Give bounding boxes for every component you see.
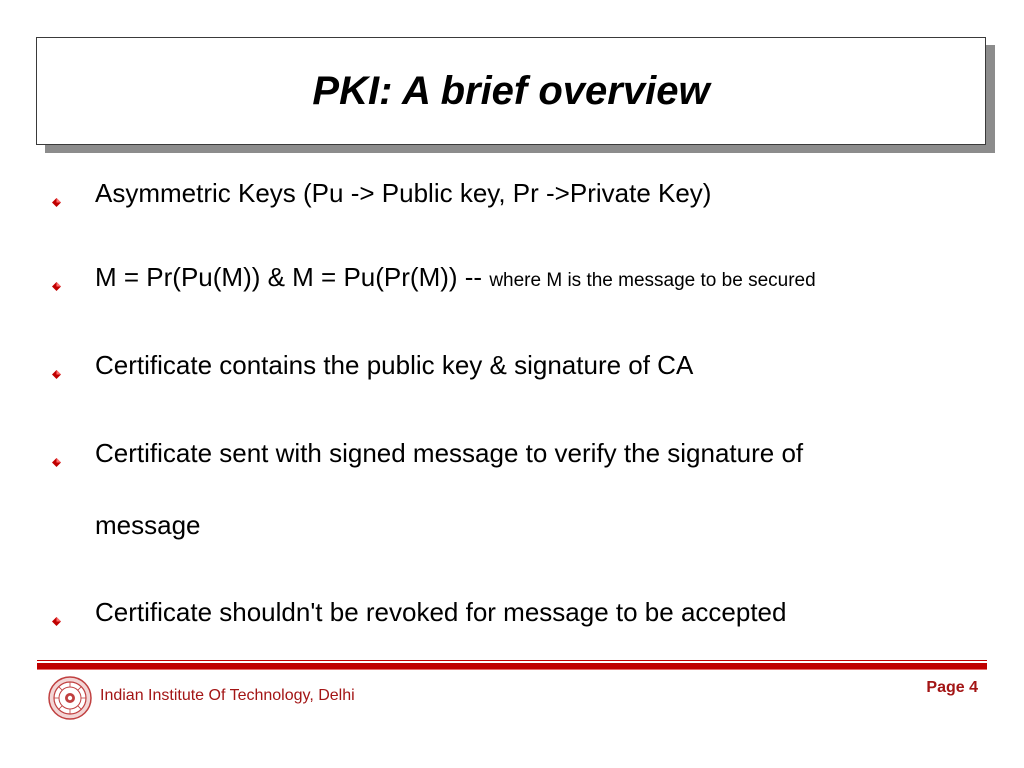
bullet-text: Certificate contains the public key & signature of CA [95,350,694,380]
red-diamond-bullet-icon [52,198,61,207]
footer-divider-thick [37,663,987,670]
bullet-text-line1: Certificate sent with signed message to verify the signature of [95,438,804,468]
institute-name: Indian Institute Of Technology, Delhi [100,687,355,704]
page-number: Page 4 [926,679,978,696]
red-diamond-bullet-icon [52,370,61,379]
bullet-text [95,242,816,316]
bullet-text-line2: message [95,510,201,540]
bullet-text: Certificate shouldn't be revoked for message to be accepted [95,597,787,627]
bullet-formula: M = Pr(Pu(M)) & M = Pu(Pr(M)) -- [95,262,490,292]
red-diamond-bullet-icon [52,282,61,291]
red-diamond-bullet-icon [52,458,61,467]
slide-title: PKI: A brief overview [312,68,710,113]
red-diamond-bullet-icon [52,617,61,626]
iit-delhi-logo-icon [48,676,92,720]
footer-divider-thin [37,660,987,661]
title-box [36,37,986,145]
bullet-text: Asymmetric Keys (Pu -> Public key, Pr ->Private Key) [95,178,712,208]
bullet-small-note: where M is the message to be secured [489,270,816,291]
